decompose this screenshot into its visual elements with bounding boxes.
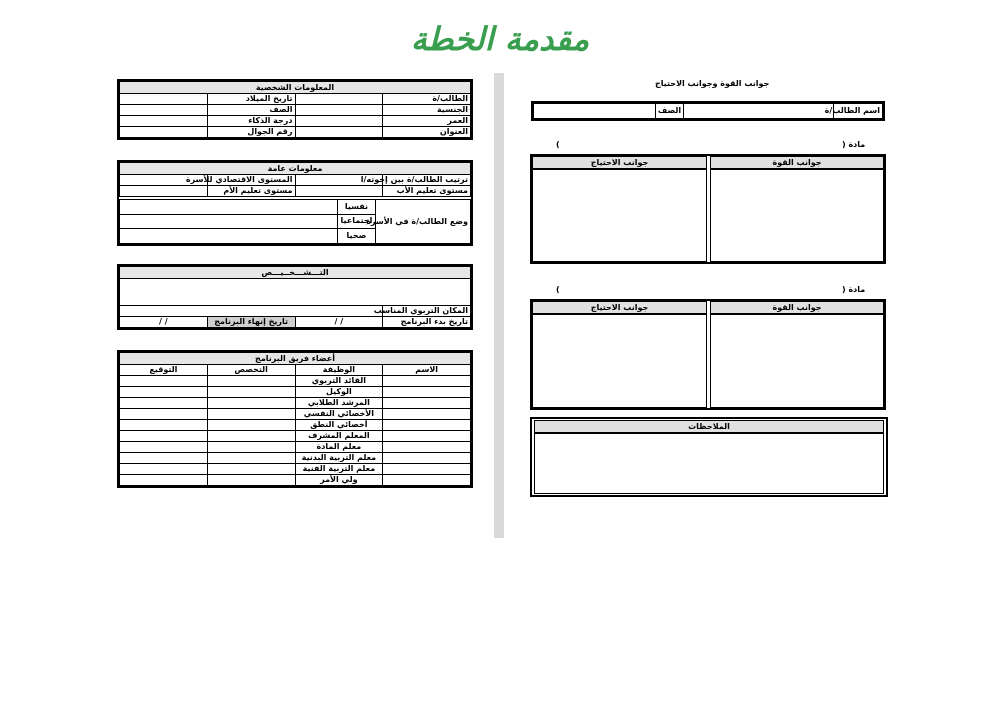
team-header: أعضاء فريق البرنامج (120, 353, 471, 365)
member-name-field[interactable] (383, 398, 471, 409)
member-signature-field[interactable] (120, 453, 208, 464)
team-row (120, 376, 471, 387)
start-date-label: تاريخ بدء البرنامج (383, 317, 471, 328)
address-field[interactable] (295, 127, 383, 138)
col-role-header: الوظيفة (295, 365, 383, 376)
member-name-field[interactable] (383, 475, 471, 486)
member-signature-field[interactable] (120, 387, 208, 398)
member-role: معلم التربية الفنية (295, 464, 383, 475)
member-name-field[interactable] (383, 376, 471, 387)
social-field[interactable] (120, 214, 338, 229)
grade-label: الصف (207, 105, 295, 116)
team-row (120, 409, 471, 420)
subject-close-2: ) (556, 285, 560, 294)
member-signature-field[interactable] (120, 420, 208, 431)
mother-education-label: مستوى تعليم الأم (207, 186, 295, 197)
end-date-field[interactable]: / / (120, 317, 208, 328)
economic-level-label: المستوى الاقتصادي للأسرة (207, 175, 295, 186)
iq-field[interactable] (120, 116, 208, 127)
member-role: المرشد الطلابي (295, 398, 383, 409)
member-signature-field[interactable] (120, 464, 208, 475)
team-row (120, 387, 471, 398)
member-signature-field[interactable] (120, 409, 208, 420)
member-specialty-field[interactable] (207, 420, 295, 431)
col-signature-header: التوقيع (120, 365, 208, 376)
member-specialty-field[interactable] (207, 376, 295, 387)
need-field-2[interactable] (532, 314, 707, 408)
member-specialty-field[interactable] (207, 442, 295, 453)
member-signature-field[interactable] (120, 431, 208, 442)
iq-label: درجة الذكاء (207, 116, 295, 127)
father-education-label: مستوى تعليم الأب (383, 186, 471, 197)
social-label: اجتماعيا (337, 214, 376, 229)
mobile-field[interactable] (120, 127, 208, 138)
member-specialty-field[interactable] (207, 387, 295, 398)
sibling-rank-label: ترتيب الطالب/ة بين إخوته/ا (383, 175, 471, 186)
mobile-label: رقم الجوال (207, 127, 295, 138)
student-class-row (531, 101, 885, 121)
psych-label: نفسيا (337, 200, 376, 215)
need-header-2: جوانب الاحتياج (532, 301, 707, 314)
member-role: أخصائي النطق (295, 420, 383, 431)
member-name-field[interactable] (383, 387, 471, 398)
col-name-header: الاسم (383, 365, 471, 376)
grade-field[interactable] (120, 105, 208, 116)
general-info-section (117, 160, 473, 246)
page-divider (494, 73, 504, 538)
member-specialty-field[interactable] (207, 453, 295, 464)
strength-header-1: جوانب القوة (710, 156, 884, 169)
notes-field[interactable] (534, 433, 884, 494)
strength-field-1[interactable] (710, 169, 884, 262)
page-title: مقدمة الخطة (410, 20, 590, 58)
member-signature-field[interactable] (120, 475, 208, 486)
student-label: الطالب/ة (383, 94, 471, 105)
birthdate-field[interactable] (120, 94, 208, 105)
placement-label: المكان التربوي المناسب (383, 306, 471, 317)
end-date-label: تاريخ إنهاء البرنامج (207, 317, 295, 328)
notes-header: الملاحظات (534, 420, 884, 433)
need-field-1[interactable] (532, 169, 707, 262)
member-specialty-field[interactable] (207, 431, 295, 442)
diagnosis-header: التـــشـــخــيـــص (120, 267, 471, 279)
member-name-field[interactable] (383, 453, 471, 464)
strength-header-2: جوانب القوة (710, 301, 884, 314)
member-signature-field[interactable] (120, 376, 208, 387)
nationality-field[interactable] (295, 105, 383, 116)
student-name-field[interactable] (684, 104, 834, 119)
health-label: صحيا (337, 229, 376, 244)
team-row (120, 420, 471, 431)
member-name-field[interactable] (383, 464, 471, 475)
nationality-label: الجنسية (383, 105, 471, 116)
age-field[interactable] (295, 116, 383, 127)
team-row (120, 431, 471, 442)
member-name-field[interactable] (383, 409, 471, 420)
health-field[interactable] (120, 229, 338, 244)
class-field[interactable] (534, 104, 656, 119)
age-label: العمر (383, 116, 471, 127)
team-row (120, 453, 471, 464)
father-education-field[interactable] (295, 186, 383, 197)
team-section (117, 350, 473, 488)
student-name-label: اسم الطالب/ة (834, 104, 883, 119)
member-specialty-field[interactable] (207, 464, 295, 475)
student-field[interactable] (295, 94, 383, 105)
family-status-label: وضع الطالب/ة في الأسرة (376, 200, 471, 244)
strength-field-2[interactable] (710, 314, 884, 408)
placement-field[interactable] (120, 306, 383, 317)
member-name-field[interactable] (383, 442, 471, 453)
member-signature-field[interactable] (120, 398, 208, 409)
diagnosis-field[interactable] (120, 279, 471, 306)
member-name-field[interactable] (383, 431, 471, 442)
member-role: معلم المادة (295, 442, 383, 453)
mother-education-field[interactable] (120, 186, 208, 197)
start-date-field[interactable]: / / (295, 317, 383, 328)
subject-label-1: مادة ( (842, 140, 866, 149)
subject-label-2: مادة ( (842, 285, 866, 294)
member-role: المعلم المشرف (295, 431, 383, 442)
psych-field[interactable] (120, 200, 338, 215)
team-row (120, 475, 471, 486)
personal-info-section (117, 79, 473, 140)
member-role: ولي الأمر (295, 475, 383, 486)
diagnosis-section (117, 264, 473, 330)
col-specialty-header: التخصص (207, 365, 295, 376)
member-specialty-field[interactable] (207, 409, 295, 420)
personal-info-header: المعلومات الشخصية (120, 82, 471, 94)
address-label: العنوان (383, 127, 471, 138)
member-role: الأخصائي النفسي (295, 409, 383, 420)
birthdate-label: تاريخ الميلاد (207, 94, 295, 105)
member-role: معلم التربية البدنية (295, 453, 383, 464)
class-label: الصف (656, 104, 684, 119)
general-info-header: معلومات عامة (120, 163, 471, 175)
member-role: القائد التربوي (295, 376, 383, 387)
team-row (120, 398, 471, 409)
team-row (120, 464, 471, 475)
team-row (120, 442, 471, 453)
member-specialty-field[interactable] (207, 398, 295, 409)
member-signature-field[interactable] (120, 442, 208, 453)
member-specialty-field[interactable] (207, 475, 295, 486)
need-header-1: جوانب الاحتياج (532, 156, 707, 169)
subject-close-1: ) (556, 140, 560, 149)
member-role: الوكيل (295, 387, 383, 398)
member-name-field[interactable] (383, 420, 471, 431)
strengths-needs-heading: جوانب القوة وجوانب الاحتياج (655, 79, 770, 88)
